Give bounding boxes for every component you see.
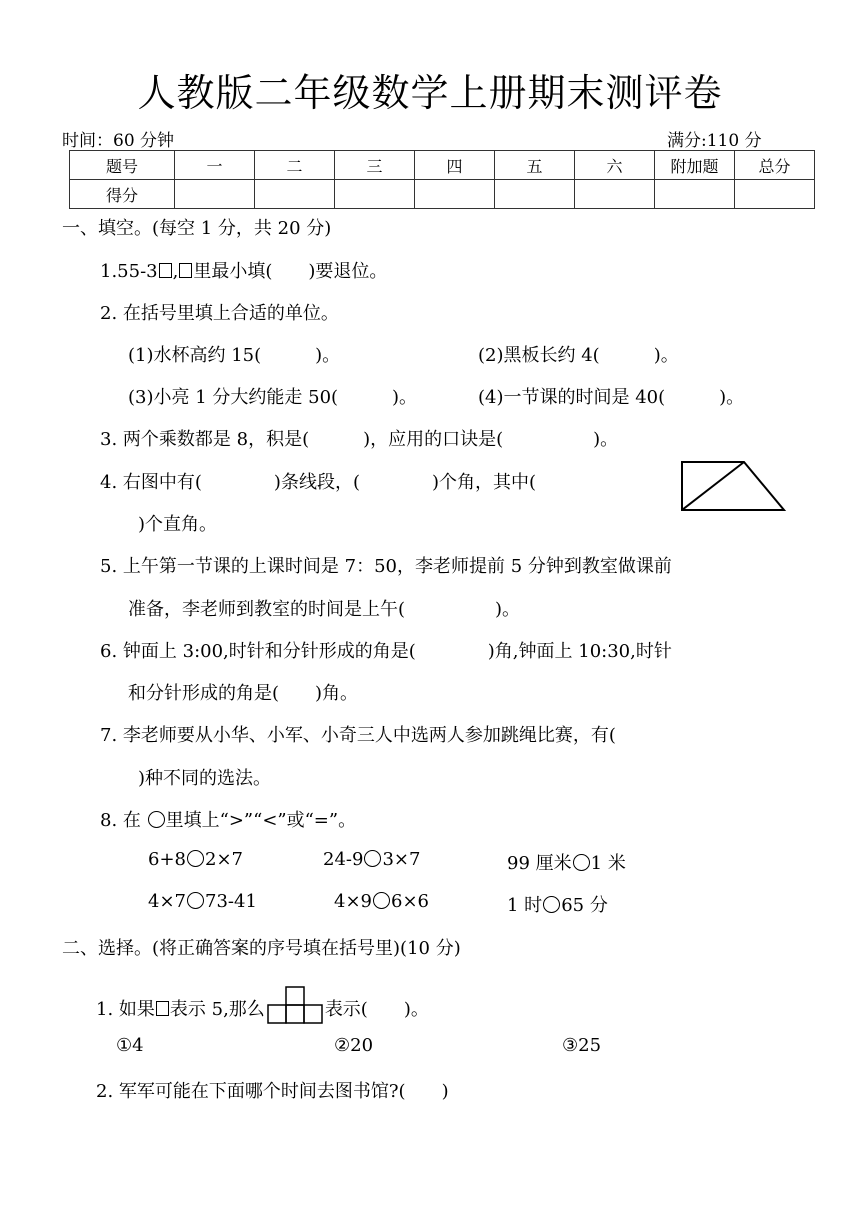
- compare-right: 73-41: [205, 891, 257, 912]
- compare-left: 4×9: [334, 891, 372, 912]
- score-input-cell[interactable]: [335, 180, 415, 209]
- score-header-cell: 总分: [735, 151, 815, 180]
- question-1-5-line2: 准备，李老师到教室的时间是上午( )。: [128, 599, 521, 620]
- compare-left: 99 厘米: [507, 853, 572, 874]
- score-header-cell: 附加题: [655, 151, 735, 180]
- q8-text-b: 里填上“>”“<”或“=”。: [165, 810, 357, 831]
- score-header-cell: 二: [255, 151, 335, 180]
- q1-text-b: ,: [172, 261, 179, 282]
- question-1-2-4: (4)一节课的时间是 40( )。: [478, 387, 745, 408]
- answer-circle-icon[interactable]: [573, 854, 590, 871]
- option-2[interactable]: ②20: [334, 1035, 374, 1056]
- score-input-cell[interactable]: [735, 180, 815, 209]
- full-score: 满分:110 分: [667, 131, 762, 151]
- score-table: [69, 150, 815, 209]
- question-1-2-3: (3)小亮 1 分大约能走 50( )。: [128, 387, 418, 408]
- compare-item: [148, 891, 257, 912]
- score-input-cell[interactable]: [255, 180, 335, 209]
- question-1-2: 2. 在括号里填上合适的单位。: [100, 303, 339, 324]
- question-2-1: [96, 986, 429, 1024]
- compare-left: 1 时: [507, 895, 543, 916]
- score-input-cell[interactable]: [175, 180, 255, 209]
- compare-right: 6×6: [391, 891, 429, 912]
- triangle-figure: [676, 458, 788, 514]
- exam-time: 时间：60 分钟: [62, 131, 175, 151]
- answer-circle-icon[interactable]: [364, 850, 381, 867]
- square-box-icon: [159, 263, 172, 278]
- option-3[interactable]: ③25: [562, 1035, 602, 1056]
- square-box-icon: [179, 263, 192, 278]
- block-shape-icon: [266, 986, 324, 1024]
- score-header-cell: 题号: [70, 151, 175, 180]
- score-input-cell[interactable]: [655, 180, 735, 209]
- question-1-7-line1: 7. 李老师要从小华、小军、小奇三人中选两人参加跳绳比赛，有(: [100, 725, 616, 746]
- question-2-2: 2. 军军可能在下面哪个时间去图书馆?( ): [96, 1081, 449, 1102]
- compare-right: 3×7: [382, 849, 421, 870]
- score-row-label: 得分: [70, 180, 175, 209]
- score-input-cell[interactable]: [575, 180, 655, 209]
- question-1-8: [100, 806, 356, 832]
- question-1-1: [100, 257, 387, 283]
- compare-right: 65 分: [561, 895, 608, 916]
- q2-1-text-b: 表示 5,那么: [169, 999, 265, 1020]
- q2-1-text-a: 1. 如果: [96, 999, 155, 1020]
- page-title: 人教版二年级数学上册期末测评卷: [137, 71, 723, 115]
- question-1-6-line2: 和分针形成的角是( )角。: [128, 683, 359, 704]
- q1-text-a: 1.55-3: [100, 261, 158, 282]
- section2-heading: 二、选择。(将正确答案的序号填在括号里)(10 分): [62, 938, 461, 959]
- option-1[interactable]: ①4: [116, 1035, 144, 1056]
- question-1-2-1: (1)水杯高约 15( )。: [128, 345, 341, 366]
- compare-item: [507, 849, 626, 875]
- answer-circle-icon[interactable]: [373, 892, 390, 909]
- question-1-6-line1: 6. 钟面上 3:00,时针和分针形成的角是( )角,钟面上 10:30,时针: [100, 641, 672, 662]
- q2-1-text-c: 表示( )。: [324, 999, 429, 1020]
- square-box-icon: [156, 1001, 169, 1016]
- answer-circle-icon[interactable]: [543, 896, 560, 913]
- question-1-2-2: (2)黑板长约 4( )。: [478, 345, 679, 366]
- score-input-cell[interactable]: [495, 180, 575, 209]
- answer-circle-icon[interactable]: [187, 850, 204, 867]
- diagonal-line: [682, 462, 744, 510]
- q8-text-a: 8. 在: [100, 810, 147, 831]
- compare-item: [323, 849, 420, 870]
- trapezoid-outline: [682, 462, 784, 510]
- question-1-4-line1: 4. 右图中有( )条线段，( )个角，其中(: [100, 472, 537, 493]
- score-table-score-row: [70, 180, 815, 209]
- compare-left: 24-9: [323, 849, 364, 870]
- section1-heading: 一、填空。(每空 1 分，共 20 分): [62, 218, 332, 239]
- score-table-header-row: [70, 151, 815, 180]
- score-header-cell: 四: [415, 151, 495, 180]
- circle-icon: [148, 811, 165, 828]
- question-1-7-line2: )种不同的选法。: [138, 768, 272, 789]
- question-1-5-line1: 5. 上午第一节课的上课时间是 7：50，李老师提前 5 分钟到教室做课前: [100, 556, 672, 577]
- question-1-4-line2: )个直角。: [138, 514, 218, 535]
- score-header-cell: 三: [335, 151, 415, 180]
- compare-item: [334, 891, 429, 912]
- score-header-cell: 六: [575, 151, 655, 180]
- compare-item: [507, 891, 608, 917]
- question-1-3: 3. 两个乘数都是 8，积是( )，应用的口诀是( )。: [100, 429, 619, 450]
- answer-circle-icon[interactable]: [187, 892, 204, 909]
- q1-text-c: 里最小填( )要退位。: [193, 261, 388, 282]
- score-header-cell: 一: [175, 151, 255, 180]
- score-header-cell: 五: [495, 151, 575, 180]
- compare-right: 1 米: [590, 853, 626, 874]
- compare-left: 6+8: [148, 849, 186, 870]
- compare-right: 2×7: [205, 849, 243, 870]
- score-input-cell[interactable]: [415, 180, 495, 209]
- compare-item: [148, 849, 243, 870]
- compare-left: 4×7: [148, 891, 186, 912]
